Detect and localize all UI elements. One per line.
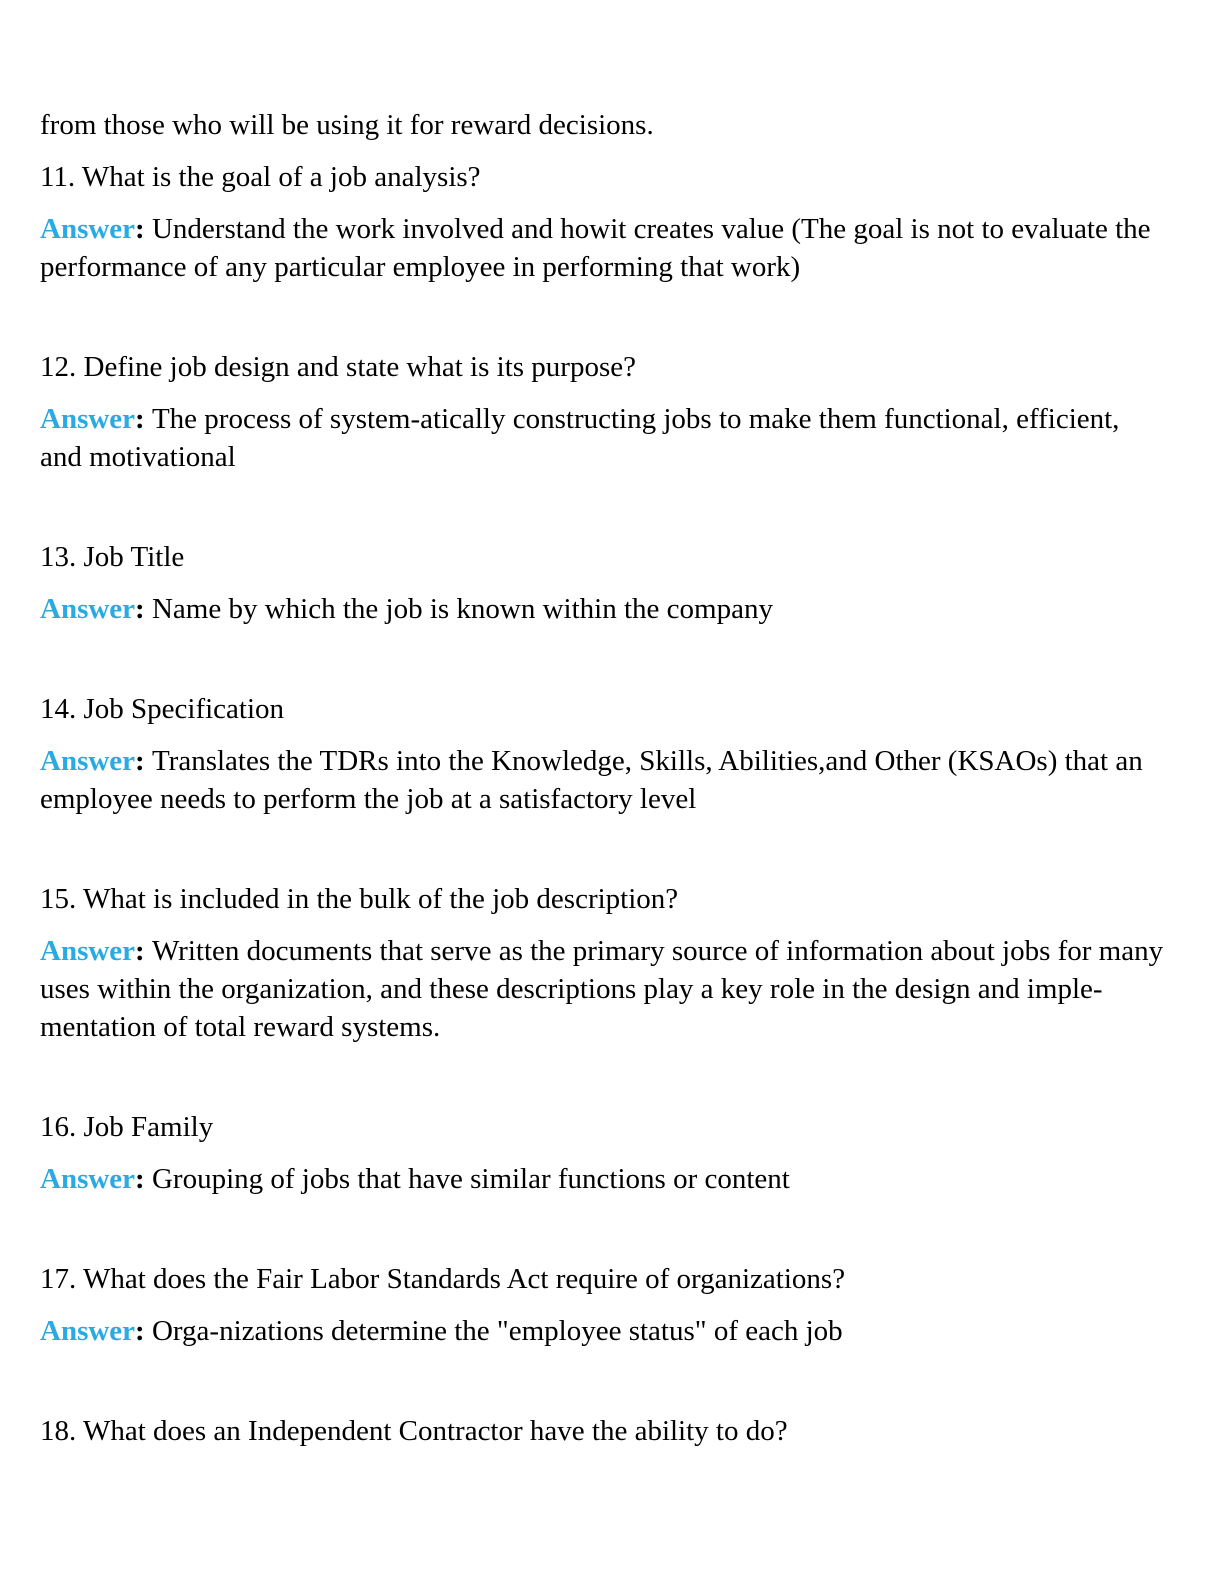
- answer-text: Orga-nizations determine the "employee status" of each job: [151, 1315, 843, 1347]
- qa-item: [40, 1260, 1166, 1350]
- answer-colon: :: [135, 1163, 152, 1195]
- answer-colon: :: [135, 1315, 152, 1347]
- answer-label: Answer: [40, 593, 136, 625]
- question-text: 11. What is the goal of a job analysis?: [40, 161, 481, 193]
- intro-continuation-text: from those who will be using it for reward decisions.: [40, 109, 654, 141]
- qa-item: [40, 880, 1166, 1046]
- answer-text: Grouping of jobs that have similar functions or content: [151, 1163, 790, 1195]
- answer-text: Written documents that serve as the primary source of information about jobs for many uses within the organization, and these descriptions play a key role in the design and imple-mentation of total reward systems.: [40, 935, 1164, 1043]
- answer-text: Translates the TDRs into the Knowledge, Skills, Abilities,and Other (KSAOs) that an employee needs to perform the job at a satisfactory level: [40, 745, 1143, 815]
- answer-colon: :: [135, 593, 152, 625]
- qa-item: [40, 348, 1166, 476]
- answer-colon: :: [135, 935, 152, 967]
- answer-label: Answer: [40, 935, 136, 967]
- question-text: 12. Define job design and state what is its purpose?: [40, 351, 636, 383]
- answer-text: The process of system-atically constructing jobs to make them functional, efficient, and motivational: [40, 403, 1120, 473]
- answer-colon: :: [135, 745, 152, 777]
- qa-item: [40, 1108, 1166, 1198]
- answer-paragraph: [40, 1160, 1166, 1198]
- answer-paragraph: [40, 1312, 1166, 1350]
- answer-label: Answer: [40, 1315, 136, 1347]
- question-text: 18. What does an Independent Contractor have the ability to do?: [40, 1415, 788, 1447]
- qa-item: [40, 538, 1166, 628]
- qa-item: [40, 1412, 1166, 1450]
- answer-paragraph: [40, 590, 1166, 628]
- qa-item: [40, 158, 1166, 286]
- question-text: 14. Job Specification: [40, 693, 285, 725]
- answer-paragraph: [40, 400, 1166, 476]
- answer-colon: :: [135, 403, 152, 435]
- answer-label: Answer: [40, 403, 136, 435]
- answer-text: Understand the work involved and howit creates value (The goal is not to evaluate the performance of any particular employee in performing that work): [40, 213, 1151, 283]
- qa-item: [40, 690, 1166, 818]
- answer-paragraph: [40, 210, 1166, 286]
- qa-list: [40, 158, 1166, 1450]
- answer-label: Answer: [40, 1163, 136, 1195]
- answer-text: Name by which the job is known within the company: [151, 593, 773, 625]
- question-text: 16. Job Family: [40, 1111, 214, 1143]
- answer-paragraph: [40, 932, 1166, 1046]
- question-text: 15. What is included in the bulk of the job description?: [40, 883, 679, 915]
- answer-paragraph: [40, 742, 1166, 818]
- question-text: 13. Job Title: [40, 541, 185, 573]
- answer-label: Answer: [40, 745, 136, 777]
- answer-colon: :: [135, 213, 152, 245]
- answer-label: Answer: [40, 213, 136, 245]
- question-text: 17. What does the Fair Labor Standards Act require of organizations?: [40, 1263, 846, 1295]
